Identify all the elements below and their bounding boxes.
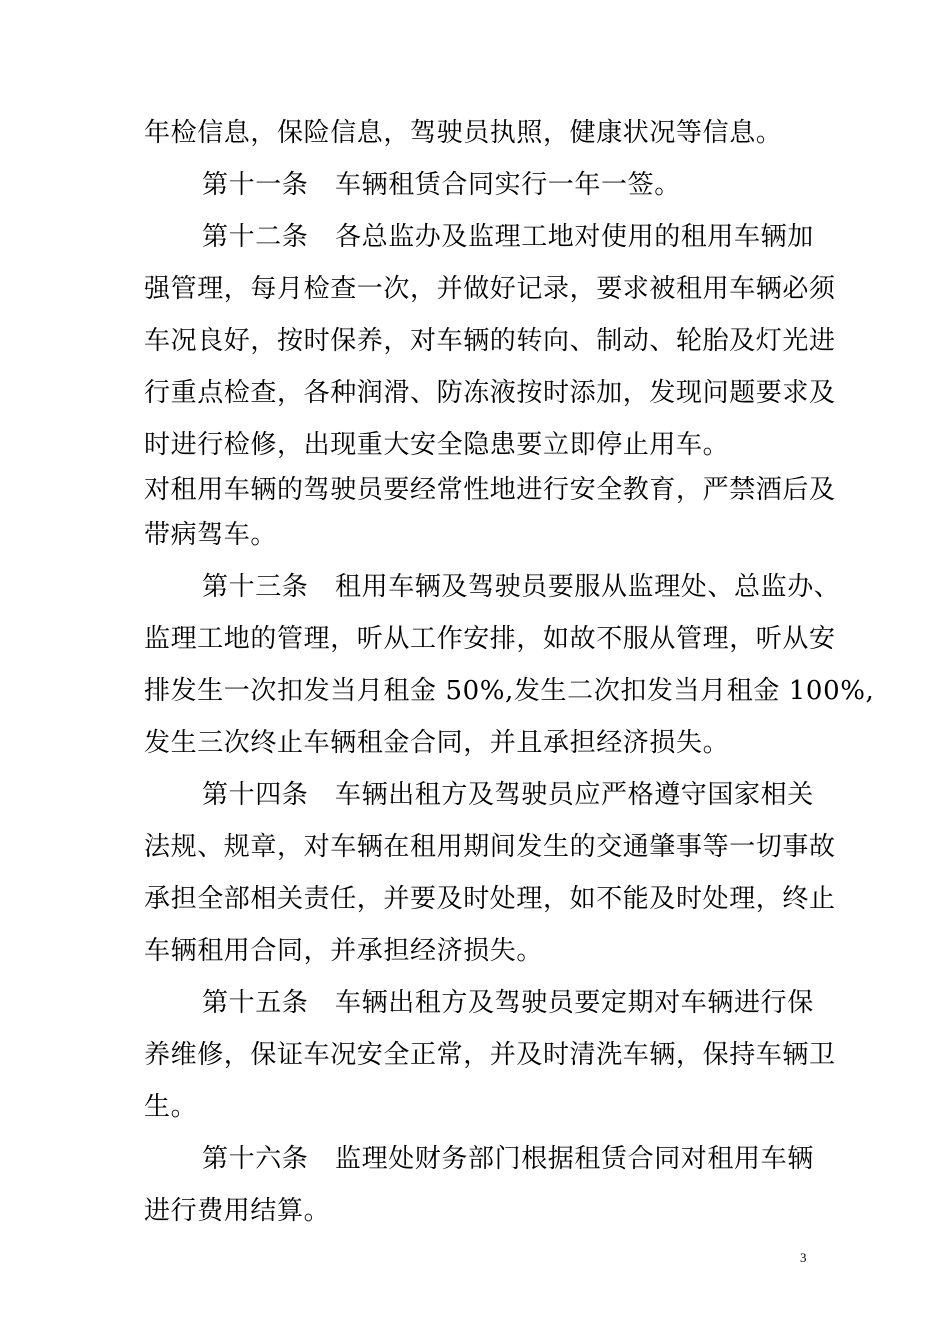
- body-text-line: 带病驾车。: [144, 520, 278, 550]
- body-text-line: 法规、规章，对车辆在租用期间发生的交通肇事等一切事故: [144, 832, 836, 862]
- body-text-line: 发生三次终止车辆租金合同，并且承担经济损失。: [144, 728, 730, 758]
- article-12-heading: 第十二条 各总监办及监理工地对使用的租用车辆加: [202, 222, 814, 252]
- article-11-heading: 第十一条 车辆租赁合同实行一年一签。: [202, 170, 681, 200]
- body-text-line: 排发生一次扣发当月租金 50%,发生二次扣发当月租金 100%,: [144, 676, 875, 706]
- article-16-heading: 第十六条 监理处财务部门根据租赁合同对租用车辆: [202, 1144, 814, 1174]
- body-text-line: 时进行检修，出现重大安全隐患要立即停止用车。: [144, 430, 730, 460]
- article-15-heading: 第十五条 车辆出租方及驾驶员要定期对车辆进行保: [202, 988, 814, 1018]
- body-text-line: 车况良好，按时保养，对车辆的转向、制动、轮胎及灯光进: [144, 326, 836, 356]
- body-text-line: 承担全部相关责任，并要及时处理，如不能及时处理，终止: [144, 884, 836, 914]
- body-text-line: 强管理，每月检查一次，并做好记录，要求被租用车辆必须: [144, 274, 836, 304]
- article-14-heading: 第十四条 车辆出租方及驾驶员应严格遵守国家相关: [202, 780, 814, 810]
- body-text-line: 生。: [144, 1092, 198, 1122]
- body-text-line: 车辆租用合同，并承担经济损失。: [144, 936, 544, 966]
- body-text-line: 监理工地的管理，听从工作安排，如故不服从管理，听从安: [144, 624, 836, 654]
- body-text-line: 年检信息，保险信息，驾驶员执照，健康状况等信息。: [144, 118, 783, 148]
- body-text-line: 养维修，保证车况安全正常，并及时清洗车辆，保持车辆卫: [144, 1040, 836, 1070]
- body-text-line: 对租用车辆的驾驶员要经常性地进行安全教育，严禁酒后及: [144, 475, 836, 505]
- page-number: 3: [800, 1250, 807, 1265]
- body-text-line: 进行费用结算。: [144, 1196, 331, 1226]
- article-13-heading: 第十三条 租用车辆及驾驶员要服从监理处、总监办、: [202, 572, 841, 602]
- body-text-line: 行重点检查，各种润滑、防冻液按时添加，发现问题要求及: [144, 378, 836, 408]
